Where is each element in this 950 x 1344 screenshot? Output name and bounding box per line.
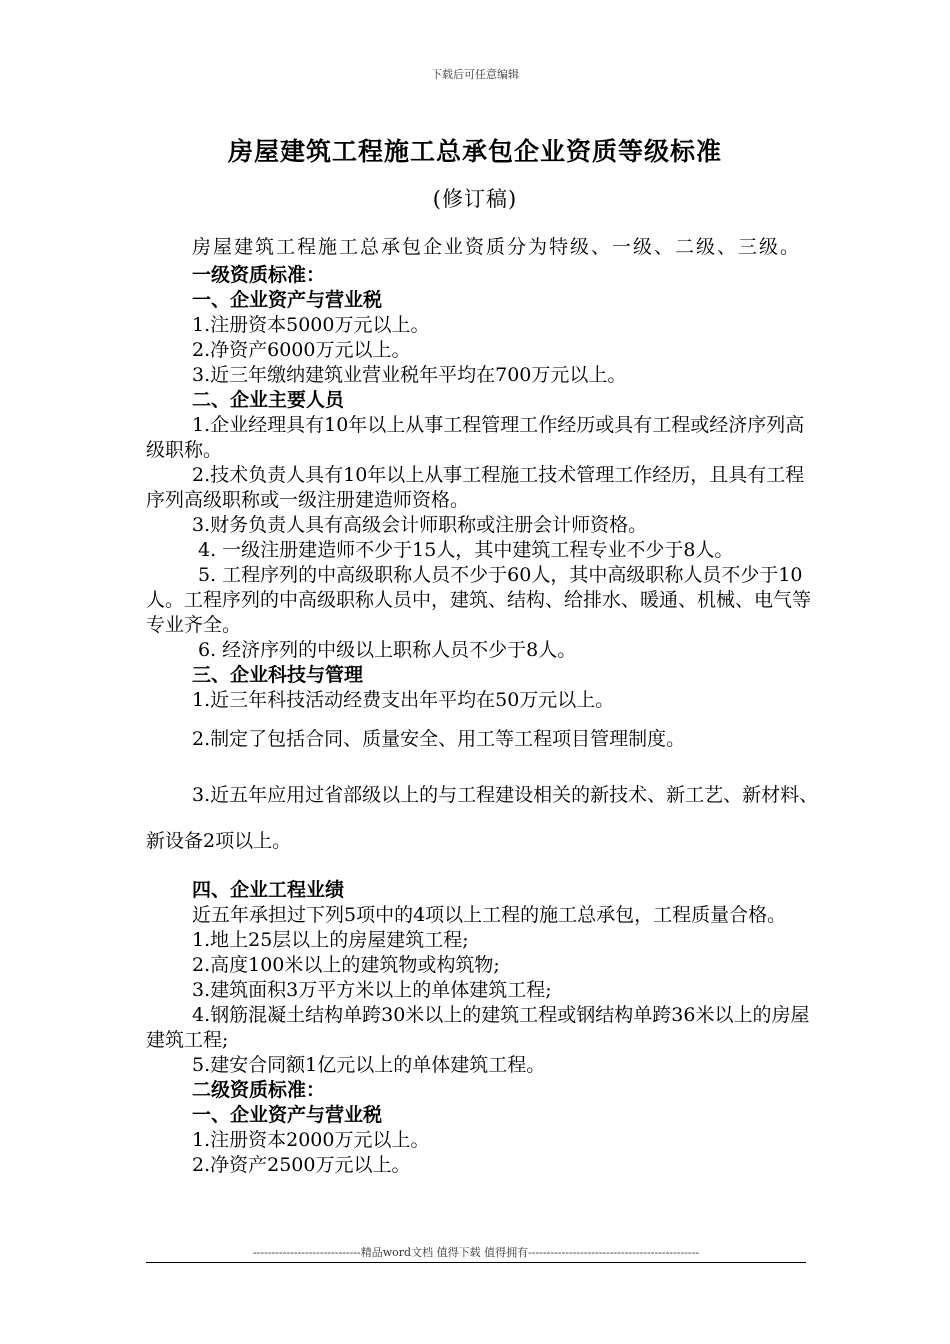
level1-section2-item: 2.技术负责人具有10年以上从事工程施工技术管理工作经历，且具有工程序列高级职称或一级注册建造师资格。 — [146, 464, 805, 511]
level1-section2-item: 5. 工程序列的中高级职称人员不少于60人，其中高级职称人员不少于10人。工程序列的中高级职称人员中，建筑、结构、给排水、暖通、机械、电气等专业齐全。 — [146, 564, 812, 636]
footer-divider — [146, 1262, 806, 1263]
level2-section1-item: 1.注册资本2000万元以上。 — [192, 1129, 430, 1151]
level1-section3-item: 2.制定了包括合同、质量安全、用工等工程项目管理制度。 — [192, 728, 686, 750]
level1-section3-item: 1.近三年科技活动经费支出年平均在50万元以上。 — [192, 689, 615, 711]
intro-paragraph: 房屋建筑工程施工总承包企业资质分为特级、一级、二级、三级。 — [192, 236, 802, 258]
level1-section1-item: 2.净资产6000万元以上。 — [192, 339, 411, 361]
document-subtitle: (修订稿) — [432, 187, 518, 211]
level1-section1-item: 3.近三年缴纳建筑业营业税年平均在700万元以上。 — [192, 364, 627, 386]
level1-section4-item: 5.建安合同额1亿元以上的单体建筑工程。 — [192, 1054, 546, 1076]
document-title: 房屋建筑工程施工总承包企业资质等级标准 — [227, 137, 722, 166]
level2-section1-item: 2.净资产2500万元以上。 — [192, 1154, 411, 1176]
level1-section3-heading: 三、企业科技与管理 — [192, 664, 364, 686]
level1-section2-item: 6. 经济序列的中级以上职称人员不少于8人。 — [198, 639, 577, 661]
level1-section4-item: 2.高度100米以上的建筑物或构筑物; — [192, 954, 500, 976]
level1-section4-item: 3.建筑面积3万平方米以上的单体建筑工程; — [192, 979, 552, 1001]
level2-section1-heading: 一、企业资产与营业税 — [192, 1104, 383, 1126]
level1-section4-item: 1.地上25层以上的房屋建筑工程; — [192, 929, 469, 951]
level1-heading: 一级资质标准： — [192, 264, 326, 286]
page-header-note: 下载后可任意编辑 — [431, 68, 519, 81]
level2-heading: 二级资质标准： — [192, 1079, 326, 1101]
document-body — [146, 232, 822, 1178]
page-footer-note: -----------------------------精品word文档 值得下载 值得拥有---------------------------------------------- — [252, 1246, 700, 1259]
level1-section2-heading: 二、企业主要人员 — [192, 389, 345, 411]
level1-section2-item: 1.企业经理具有10年以上从事工程管理工作经历或具有工程或经济序列高级职称。 — [146, 414, 805, 461]
level1-section1-item: 1.注册资本5000万元以上。 — [192, 314, 430, 336]
level1-section2-item: 4. 一级注册建造师不少于15人，其中建筑工程专业不少于8人。 — [198, 539, 734, 561]
level1-section2-item: 3.财务负责人具有高级会计师职称或注册会计师资格。 — [192, 514, 648, 536]
level1-section4-intro: 近五年承担过下列5项中的4项以上工程的施工总承包，工程质量合格。 — [192, 904, 787, 926]
level1-section4-heading: 四、企业工程业绩 — [192, 879, 345, 901]
level1-section4-item: 4.钢筋混凝土结构单跨30米以上的建筑工程或钢结构单跨36米以上的房屋建筑工程; — [146, 1004, 810, 1051]
level1-section1-heading: 一、企业资产与营业税 — [192, 289, 383, 311]
level1-section3-item: 3.近五年应用过省部级以上的与工程建设相关的新技术、新工艺、新材料、新设备2项以上。 — [146, 784, 819, 852]
